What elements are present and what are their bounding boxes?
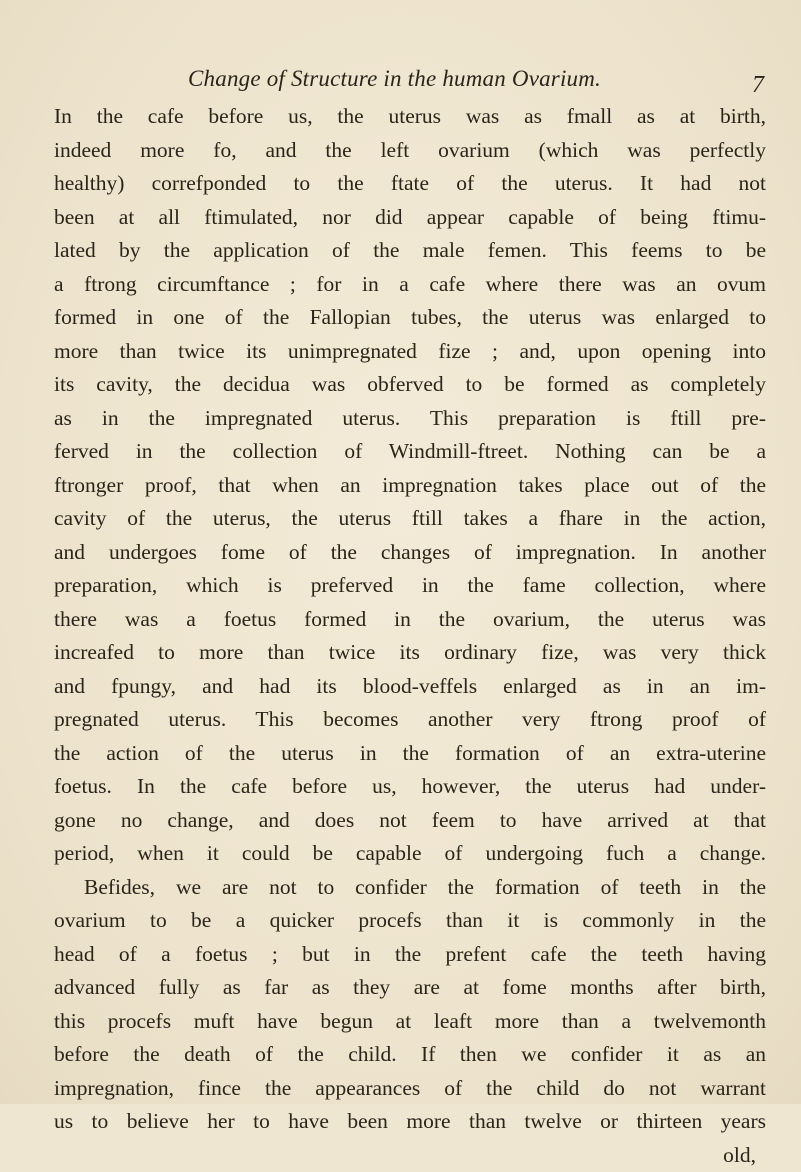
text-line: been at all ftimulated, nor did appear capable of being ftimu- <box>54 201 766 235</box>
text-line: Befides, we are not to confider the formation of teeth in the <box>54 871 766 905</box>
text-line: impregnation, fince the appearances of the child do not warrant <box>54 1072 766 1106</box>
text-line: the action of the uterus in the formation of an extra-uterine <box>54 737 766 771</box>
text-line: us to believe her to have been more than twelve or thirteen years <box>54 1105 766 1139</box>
text-line: period, when it could be capable of undergoing fuch a change. <box>54 837 766 871</box>
text-line: and fpungy, and had its blood-veffels enlarged as in an im- <box>54 670 766 704</box>
text-line: before the death of the child. If then we confider it as an <box>54 1038 766 1072</box>
text-line: more than twice its unimpregnated fize ; and, upon opening into <box>54 335 766 369</box>
text-line: advanced fully as far as they are at fome months after birth, <box>54 971 766 1005</box>
text-line: head of a foetus ; but in the prefent cafe the teeth having <box>54 938 766 972</box>
running-head: Change of Structure in the human Ovarium. <box>188 66 601 92</box>
text-line: ferved in the collection of Windmill-ftreet. Nothing can be a <box>54 435 766 469</box>
page-header <box>188 66 768 100</box>
text-line: increafed to more than twice its ordinary fize, was very thick <box>54 636 766 670</box>
text-line: gone no change, and does not feem to have arrived at that <box>54 804 766 838</box>
text-line: as in the impregnated uterus. This preparation is ftill pre- <box>54 402 766 436</box>
text-line: a ftrong circumftance ; for in a cafe where there was an ovum <box>54 268 766 302</box>
text-line: healthy) correfponded to the ftate of the uterus. It had not <box>54 167 766 201</box>
page-number: 7 <box>752 72 764 99</box>
text-line: preparation, which is preferved in the fame collection, where <box>54 569 766 603</box>
text-line: indeed more fo, and the left ovarium (which was perfectly <box>54 134 766 168</box>
text-line: pregnated uterus. This becomes another very ftrong proof of <box>54 703 766 737</box>
text-line: formed in one of the Fallopian tubes, the uterus was enlarged to <box>54 301 766 335</box>
text-line: cavity of the uterus, the uterus ftill takes a fhare in the action, <box>54 502 766 536</box>
text-line: ovarium to be a quicker procefs than it is commonly in the <box>54 904 766 938</box>
text-line: this procefs muft have begun at leaft more than a twelvemonth <box>54 1005 766 1039</box>
text-line: its cavity, the decidua was obferved to be formed as completely <box>54 368 766 402</box>
text-line: ftronger proof, that when an impregnation takes place out of the <box>54 469 766 503</box>
text-line: In the cafe before us, the uterus was as fmall as at birth, <box>54 100 766 134</box>
catchword: old, <box>54 1139 766 1172</box>
text-line: lated by the application of the male femen. This feems to be <box>54 234 766 268</box>
text-line: foetus. In the cafe before us, however, the uterus had under- <box>54 770 766 804</box>
body-text <box>54 100 766 1172</box>
text-line: and undergoes fome of the changes of impregnation. In another <box>54 536 766 570</box>
text-line: there was a foetus formed in the ovarium, the uterus was <box>54 603 766 637</box>
